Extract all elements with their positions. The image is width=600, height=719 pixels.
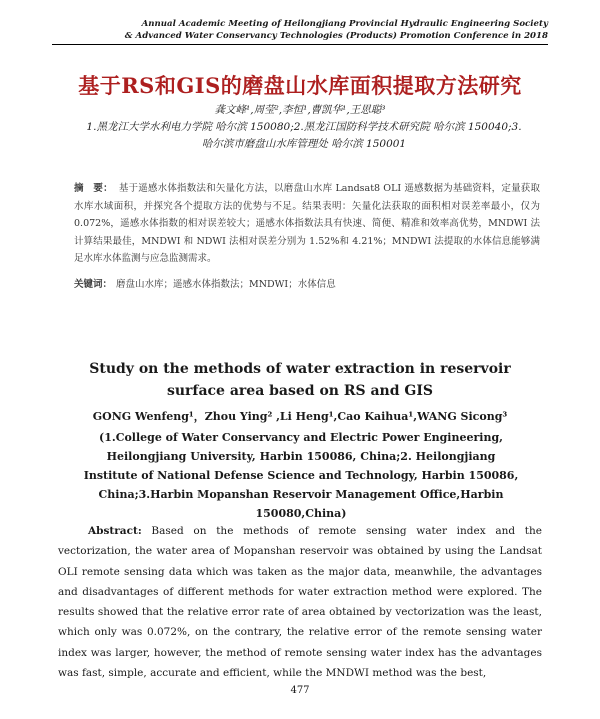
header-rule — [52, 44, 548, 45]
chinese-keywords-text: 磨盘山水库；遥感水体指数法；MNDWI；水体信息 — [116, 279, 336, 290]
chinese-abstract-label: 摘 要： — [74, 183, 113, 194]
chinese-affiliation-line-2: 哈尔滨市磨盘山水库管理处 哈尔滨 150001 — [201, 138, 407, 150]
chinese-abstract — [74, 180, 540, 268]
chinese-title: 基于RS和GIS的磨盘山水库面积提取方法研究 — [78, 73, 522, 98]
chinese-keywords — [74, 276, 540, 290]
chinese-authors: 龚文峰¹,周莹²,李恒¹,曹凯华¹,王思聪³ — [214, 104, 386, 116]
chinese-keywords-label: 关键词： — [74, 279, 113, 290]
english-title: Study on the methods of water extraction in reservoir surface area based on RS and GIS — [89, 361, 511, 399]
chinese-affiliations — [70, 119, 538, 153]
page-number: 477 — [290, 685, 310, 696]
conference-header-line-1: Annual Academic Meeting of Heilongjiang Provincial Hydraulic Engineering Society — [141, 19, 548, 29]
english-abstract-label: Abstract: — [88, 525, 142, 537]
conference-header-line-2: & Advanced Water Conservancy Technologies (Products) Promotion Conference in 2018 — [124, 31, 548, 41]
chinese-affiliation-line-1: 1.黑龙江大学水利电力学院 哈尔滨 150080;2.黑龙江国防科学技术研究院 哈尔滨 150040;3. — [86, 121, 522, 133]
english-abstract-text: Based on the methods of remote sensing water index and the vectorization, the water area of Mopanshan reservoir was obtained by using the Landsat OLI remote sensing data which was taken as the major data, meanwhile, the advantages and disadvantages of different methods for water extraction method were explored. The results showed that the relative error rate of area obtained by vectorization was the least, which only was 0.072%, on the contrary, the relative error of the remote sensing water index was larger, however, the method of remote sensing water index has the advantages was fast, simple, accurate and efficient, while the MNDWI method was the best, — [58, 525, 542, 680]
english-authors: GONG Wenfeng¹，Zhou Ying² ,Li Heng¹,Cao Kaihua¹,WANG Sicong³ — [92, 410, 508, 423]
english-abstract — [58, 521, 542, 683]
chinese-abstract-text: 基于遥感水体指数法和矢量化方法，以磨盘山水库 Landsat8 OLI 遥感数据为基础资料，定量获取水库水域面积，并探究各个提取方法的优势与不足。结果表明：矢量化法获取的面积相对误差率最小，仅为 0.072%，遥感水体指数的相对误差较大；遥感水体指数法具有快速、简便、精准和效率高优势，MNDWI 法计算结果最佳，MNDWI 和 NDWI 法相对误差分别为 1.52%和 4.21%；MNDWI 法提取的水体信息能够满足水库水体监测与应急监测需求。 — [74, 183, 540, 264]
english-affiliations: (1.College of Water Conservancy and Electric Power Engineering, Heilongjiang University, Harbin 150086, China;2. Heilongjiang Institute of National Defense Science and Technology, Harbin 150086, China;3.Harbin Mopanshan Reservoir Management Office,Harbin 150080,China) — [83, 431, 519, 520]
conference-header — [125, 18, 548, 42]
